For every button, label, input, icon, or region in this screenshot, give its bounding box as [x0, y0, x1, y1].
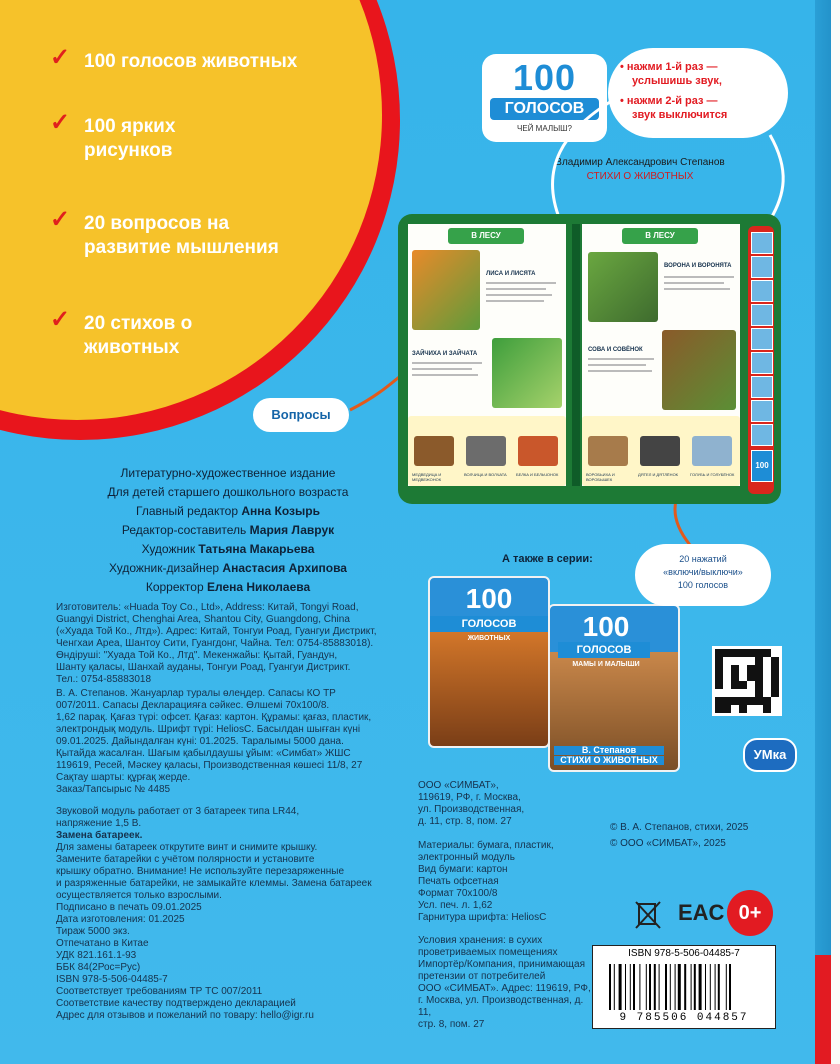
qr-module — [771, 705, 779, 713]
sparrow-picture — [588, 436, 628, 466]
qr-module — [731, 681, 739, 689]
barcode-bar — [710, 964, 711, 1010]
hares-picture — [492, 338, 562, 408]
battery-info: Звуковой модуль работает от 3 батареек типа LR44, напряжение 1,5 В. Замена батареек. Для замены батареек открутите винт и снимите крышку. Замените батарейки с учётом полярности и установите крышку обратно. Внимание! Не используйте перезаряженные и разряженные батарейки, не замыкайте клеммы. Замена батареек осуществляется только взрослыми. Подписано в печать 09.01.2025 Дата изготовления: 01.2025 Тираж 5000 экз. Отпечатано в Китае УДК 821.161.1-93 ББК 84(2Рос=Рус) ISBN 978-5-506-04485-7 Соответствует требованиям ТР ТС 007/2011 Соответствие качеству подтверждено декларацией Адрес для отзывов и пожеланий по товару: hello@igr.ru — [56, 806, 372, 1021]
recycle-bin-crossed-icon — [630, 896, 666, 932]
qr-module — [731, 649, 739, 657]
barcode-bar — [691, 964, 692, 1010]
qr-module — [771, 649, 779, 657]
book-spread-preview — [398, 214, 781, 504]
qr-module — [747, 681, 755, 689]
sound-key — [751, 304, 773, 326]
qr-module — [771, 657, 779, 665]
barcode-bar — [670, 964, 671, 1010]
barcode-bar — [715, 964, 716, 1010]
check-icon: ✓ — [50, 109, 71, 136]
qr-module — [715, 697, 723, 705]
qr-module — [771, 681, 779, 689]
arrow-to-logo — [553, 96, 621, 220]
qr-module — [731, 657, 739, 665]
qr-module — [747, 657, 755, 665]
barcode-bar — [726, 964, 727, 1010]
logo-number: 100 — [512, 57, 577, 98]
barcode-bar — [625, 964, 626, 1010]
isbn-label: ISBN 978-5-506-04485-7 — [628, 948, 740, 959]
qr-module — [715, 649, 723, 657]
qr-module — [715, 673, 723, 681]
qr-module — [755, 681, 763, 689]
barcode-bar — [639, 964, 640, 1010]
check-icon: ✓ — [50, 44, 71, 71]
qr-module — [763, 705, 771, 713]
logo-word: ГОЛОСОВ — [490, 98, 599, 120]
qr-module — [739, 657, 747, 665]
barcode-bar — [694, 964, 696, 1010]
qr-module — [723, 665, 731, 673]
sound-key — [751, 280, 773, 302]
barcode-bar — [718, 964, 720, 1010]
qr-module — [715, 705, 723, 713]
barcode-bars — [609, 964, 767, 1010]
sound-key — [751, 376, 773, 398]
sound-key — [751, 232, 773, 254]
qr-module — [763, 657, 771, 665]
barcode-bar — [646, 964, 647, 1010]
barcode-bar — [654, 964, 656, 1010]
barcode-bar — [678, 964, 681, 1010]
barcode-bar — [630, 964, 631, 1010]
qr-module — [731, 665, 739, 673]
sound-key — [751, 352, 773, 374]
series-cover-moms: 100 ГОЛОСОВ МАМЫ И МАЛЫШИ В. Степанов СТИХИ О ЖИВОТНЫХ — [548, 604, 680, 772]
barcode-bar — [649, 964, 651, 1010]
hint-cloud: • нажми 1-й раз — услышишь звук, • нажми 2-й раз — звук выключится — [608, 48, 788, 138]
qr-module — [755, 689, 763, 697]
qr-module — [763, 649, 771, 657]
brand-logo: УМка — [743, 738, 797, 772]
qr-module — [739, 689, 747, 697]
qr-module — [755, 657, 763, 665]
barcode-bar — [675, 964, 676, 1010]
manufacturer-info: Изготовитель: «Huada Toy Co., Ltd», Address: Китай, Tongyi Road, Guangyi District, Chenghai Area, Shantou City, Guangdong, China («Хуада Той Ко., Лтд»). Адрес: Китай, Тонгуи Роад, Гуангуи Дистрикт, Ченгхаи Ареа, Шантоу Сити, Гуангдонг, Чайна. Тел: 0754-85883018). Өндіруші: "Хуада Той Ко., Лтд". Мекенжайы: Қытай, Гуандун, Шанту қаласы, Шанхай ауданы, Тонгуи Роад, Гуангуи Дистрикт. Тел.: 0754-85883018 — [56, 602, 377, 685]
barcode-bar — [699, 964, 702, 1010]
check-icon: ✓ — [50, 306, 71, 333]
qr-module — [755, 697, 763, 705]
owls-picture — [662, 330, 736, 410]
qr-module — [739, 697, 747, 705]
qr-module — [763, 665, 771, 673]
switch-note: 20 нажатий «включи/выключи» 100 голосов — [635, 544, 771, 606]
sound-key — [751, 256, 773, 278]
eac-mark: EAC — [678, 900, 725, 925]
pigeon-picture — [692, 436, 732, 466]
barcode-bar — [659, 964, 660, 1010]
qr-module — [747, 649, 755, 657]
qr-module — [739, 665, 747, 673]
sound-keys-panel — [748, 226, 774, 494]
qr-module — [755, 673, 763, 681]
qr-module — [723, 657, 731, 665]
qr-module — [771, 697, 779, 705]
qr-module — [715, 657, 723, 665]
sound-key — [751, 424, 773, 446]
credits-block: Литературно-художественное издание Для детей старшего дошкольного возраста Главный редактор Анна Козырь Редактор-составитель Мария Лаврук Художник Татьяна Макарьева Художник-дизайнер Анастасия Архипова Корректор Елена Николаева — [107, 466, 349, 594]
qr-module — [763, 673, 771, 681]
qr-module — [763, 681, 771, 689]
check-icon: ✓ — [50, 206, 71, 233]
bear-picture — [414, 436, 454, 466]
storage-info: Условия хранения: в сухих проветриваемых помещениях Импортёр/Компания, принимающая претензии от потребителей ООО «СИМБАТ». Адрес: 119619, РФ, г. Москва, ул. Производственная, д. 11, стр. 8, пом. 27 — [418, 935, 591, 1030]
author-name: Владимир Александрович Степанов — [555, 157, 725, 168]
sound-key — [751, 328, 773, 350]
right-page: В ЛЕСУ ВОРОНА И ВОРОНЯТА СОВА И СОВЁНОК ВОРОБЬИХА И ВОРОБЫШЕК ДЯТЕЛ И ДЯТЛЁНОК ГОЛУБЬ И ГОЛУБЁНОК — [582, 224, 740, 486]
barcode-bar — [665, 964, 667, 1010]
qr-module — [715, 665, 723, 673]
qr-module — [763, 697, 771, 705]
copyright: © В. А. Степанов, стихи, 2025 © ООО «СИМБАТ», 2025 — [610, 822, 749, 849]
wolf-picture — [466, 436, 506, 466]
qr-module — [747, 705, 755, 713]
qr-module — [731, 697, 739, 705]
qr-module — [747, 697, 755, 705]
barcode-bar — [684, 964, 686, 1010]
materials-info: Материалы: бумага, пластик, электронный модуль Вид бумаги: картон Печать офсетная Формат 70х100/8 Усл. печ. л. 1,62 Гарнитура шрифта: HeliosC — [418, 840, 554, 923]
series-cover-animals: 100 ГОЛОСОВ ЖИВОТНЫХ — [428, 576, 550, 748]
barcode-bar — [609, 964, 611, 1010]
qr-module — [723, 689, 731, 697]
qr-module — [739, 681, 747, 689]
barcode-bar — [705, 964, 706, 1010]
qr-module — [739, 649, 747, 657]
fox-picture — [412, 250, 480, 330]
qr-module — [747, 673, 755, 681]
age-rating: 0+ — [727, 890, 773, 936]
qr-module — [731, 689, 739, 697]
sound-key — [751, 400, 773, 422]
barcode — [592, 945, 776, 1029]
questions-label: Вопросы — [253, 398, 349, 432]
qr-module — [731, 673, 739, 681]
barcode-digits: 9 785506 044857 — [619, 1012, 749, 1024]
barcode-bar — [614, 964, 615, 1010]
qr-module — [747, 665, 755, 673]
qr-code[interactable] — [712, 646, 782, 716]
kazakh-info: В. А. Степанов. Жануарлар туралы өлеңдер. Сапасы КО ТР 007/2011. Сапасы Декларацияға сәйкес. Өлшемі 70х100/8. 1,62 парақ. Қағаз түрі: офсет. Қағаз: картон. Құрамы: қағаз, пластик, электрондық модуль. Шрифт түрі: HeliosC. Басылдан шығған күні 09.01.2025. Дайындалған күні: 01.2025. Таралымы 5000 дана. Қытайда жасалған. Шағым қабылдаушы ұйым: «Симбат» ЖШС 119619, Ресей, Мәскеу қаласы, Производственная көшесі 11/8, 27 Сақтау шарты: құрғақ жерде. Заказ/Тапсырыс № 4485 — [56, 688, 372, 795]
publisher-info: ООО «СИМБАТ», 119619, РФ, г. Москва, ул. Производственная, д. 11, стр. 8, пом. 27 — [418, 780, 525, 827]
on-off-key: 100 — [751, 450, 773, 482]
book-title: СТИХИ О ЖИВОТНЫХ — [586, 171, 694, 182]
book-spine — [572, 224, 580, 486]
qr-module — [771, 665, 779, 673]
qr-module — [739, 705, 747, 713]
qr-module — [715, 689, 723, 697]
barcode-bar — [729, 964, 731, 1010]
qr-module — [771, 689, 779, 697]
qr-module — [723, 705, 731, 713]
logo-subtitle: ЧЕЙ МАЛЫШ? — [517, 124, 572, 133]
qr-module — [755, 705, 763, 713]
qr-module — [723, 649, 731, 657]
woodpecker-picture — [640, 436, 680, 466]
series-title: А также в серии: — [502, 553, 593, 565]
qr-module — [747, 689, 755, 697]
crows-picture — [588, 252, 658, 322]
barcode-bar — [633, 964, 635, 1010]
qr-module — [771, 673, 779, 681]
squirrel-picture — [518, 436, 558, 466]
left-page: В ЛЕСУ ЛИСА И ЛИСЯТА ЗАЙЧИХА И ЗАЙЧАТА МЕДВЕДИЦА И МЕДВЕЖОНОК ВОЛЧИЦА И ВОЛЧАТА БЕЛКА И БЕЛЬЧОНОК — [408, 224, 566, 486]
qr-module — [723, 681, 731, 689]
qr-module — [723, 697, 731, 705]
qr-module — [755, 649, 763, 657]
qr-module — [755, 665, 763, 673]
qr-module — [739, 673, 747, 681]
arrow-to-keys — [770, 135, 783, 220]
back-cover: ✓ 100 голосов животных ✓ 100 ярких рисунков ✓ 20 вопросов на развитие мышления ✓ 20 стихов о животных 100 ГОЛОСОВ ЧЕЙ МАЛЫШ? • нажми 1-й раз — услышишь звук, • нажми 2-й раз — звук выключится Владимир Александрович Степанов СТИХИ О ЖИВОТНЫХ В ЛЕСУ ЛИСА И ЛИСЯТА ЗАЙЧИХА И ЗАЙЧАТА МЕДВЕДИЦА И МЕДВЕЖОНОК ВОЛЧИЦА И ВОЛЧАТА БЕЛКА И БЕЛЬЧОНОК В ЛЕСУ ВОРОНА И ВОРОНЯТА СОВА И СОВЁНОК ВОРОБЬИХА И ВОРОБЫШЕК ДЯТЕЛ И ДЯТЛЁНОК ГОЛУБЬ И ГОЛУБЁНОК 100 Вопросы Литературно-художественное издание Для детей старшего дошкольного возраста Главный редактор Анна Козырь Редактор-составитель Мария Лаврук Художник Татьяна Макарьева Художник-дизайнер Анастасия Архипова Корректор Елена Николаева Изготовитель: «Huada Toy Co., Ltd», Address: Китай, Tongyi Road, Guangyi District, Chenghai Area, Shantou City, Guangdong, China («Хуада Той Ко., Лтд»). Адрес: Китай, Тонгуи Роад, Гуангуи Дистрикт, Ченгхаи Ареа, Шантоу Сити, Гуангдонг, Чайна. Тел: 0754-85883018). Өндіруші: "Хуада Той Ко., Лтд". Мекенжайы: Қытай, Гуандун, Шанту қаласы, Шанхай ауданы, Тонгуи Роад, Гуангуи Дистрикт. Тел.: 0754-85883018 В. А. Степанов. Жануарлар туралы өлеңдер. Сапасы КО ТР 007/2011. Сапасы Декларацияға сәйкес. Өлшемі 70х100/8. 1,62 парақ. Қағаз түрі: офсет. Қағаз: картон. Құрамы: қағаз, пластик, электрондық модуль. Шрифт түрі: HeliosC. Басылдан шығған күні 09.01.2025. Дайындалған күні: 01.2025. Таралымы 5000 дана. Қытайда жасалған. Шағым қабылдаушы ұйым: «Симбат» ЖШС 119619, Ресей, Мәскеу қаласы, Производственная көшесі 11/8, 27 Сақтау шарты: құрғақ жерде. Заказ/Тапсырыс № 4485 Звуковой модуль работает от 3 батареек типа LR44, напряжение 1,5 В. Замена батареек. Для замены батареек открутите винт и снимите крышку. Замените батарейки с учётом полярности и установите крышку обратно. Внимание! Не используйте перезаряженные и разряженные батарейки, не замыкайте клеммы. Замена батареек осуществляется только взрослыми. Подписано в печать 09.01.2025 Дата изготовления: 01.2025 Тираж 5000 экз. Отпечатано в Китае УДК 821.161.1-93 ББК 84(2Рос=Рус) ISBN 978-5-506-04485-7 Соответствует требованиям ТР ТС 007/2011 Соответствие качеству подтверждено декларацией Адрес для отзывов и пожеланий по товару: hello@igr.ru А также в серии: 100 ГОЛОСОВ ЖИВОТНЫХ 100 ГОЛОСОВ МАМЫ И МАЛЫШИ В. Степанов СТИХИ О ЖИВОТНЫХ 20 нажатий «включи/выключи» 100 голосов УМка ООО «СИМБАТ», 119619, РФ, г. Москва, ул. Производственная, д. 11, стр. 8, пом. 27 Материалы: бумага, пластик, электронный модуль Вид бумаги: картон Печать офсетная Формат 70х100/8 Усл. печ. л. 1,62 Гарнитура шрифта: HeliosC Условия хранения: в сухих проветриваемых помещениях Импортёр/Компания, принимающая претензии от потребителей ООО «СИМБАТ». Адрес: 119619, РФ, г. Москва, ул. Производственная, д. 11, стр. 8, пом. 27 © В. А. Степанов, стихи, 2025 © ООО «СИМБАТ», 2025 EAC 0+ ISBN 978-5-506-04485-7 9 785506 044857 — [0, 0, 840, 1064]
qr-module — [723, 673, 731, 681]
qr-module — [763, 689, 771, 697]
qr-module — [731, 705, 739, 713]
qr-module — [715, 681, 723, 689]
barcode-bar — [619, 964, 622, 1010]
